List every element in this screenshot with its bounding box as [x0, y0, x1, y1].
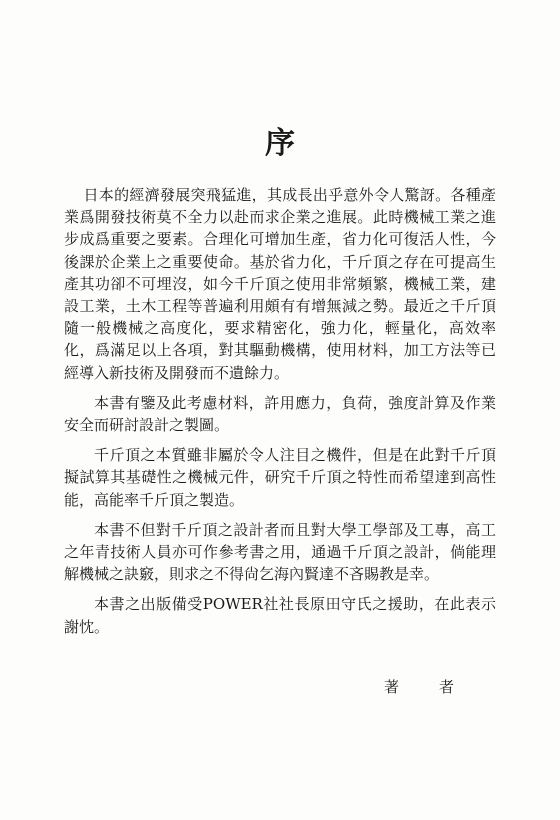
preface-body	[64, 184, 496, 646]
paragraph-5: 本書之出版備受POWER社社長原田守氏之援助，在此表示謝忱。	[64, 595, 496, 636]
paragraph-4: 本書不但對千斤頂之設計者而且對大學工學部及工專，高工之年青技術人員亦可作參考書之用，通過千斤頂之設計，倘能理解機械之訣竅，則求之不得尙乞海內賢達不吝賜教是幸。	[64, 520, 496, 584]
page-title: 序	[265, 126, 295, 161]
paragraph-1: 日本的經濟發展突飛猛進，其成長出乎意外令人驚訝。各種產業爲開發技術莫不全力以赴而求企業之進展。此時機械工業之進步成爲重要之要素。合理化可增加生產，省力化可復活人性，今後課於企業上之重要使命。基於省力化，千斤頂之存在可提高生產其功卻不可埋沒，如今千斤頂之使用非常頻繁，機械工業，建設工業，土木工程等普遍利用頗有有增無減之勢。最近之千斤頂隨一般機械之高度化，要求精密化，強力化，輕量化，高效率化，爲滿足以上各項，對其驅動機構，使用材料，加工方法等已經導入新技術及開發而不遺餘力。	[64, 186, 496, 382]
paragraph-2: 本書有鑒及此考慮材料，許用應力，負荷，強度計算及作業安全而研討設計之製圖。	[64, 393, 496, 435]
author-char-first: 著	[384, 678, 400, 696]
author-char-second: 者	[439, 678, 455, 696]
paragraph-3: 千斤頂之本質雖非屬於令人注目之機件，但是在此對千斤頂擬試算其基礎性之機械元件，研究千斤頂之特性而希望達到高性能，高能率千斤頂之製造。	[64, 446, 496, 509]
author-signature	[384, 676, 454, 697]
